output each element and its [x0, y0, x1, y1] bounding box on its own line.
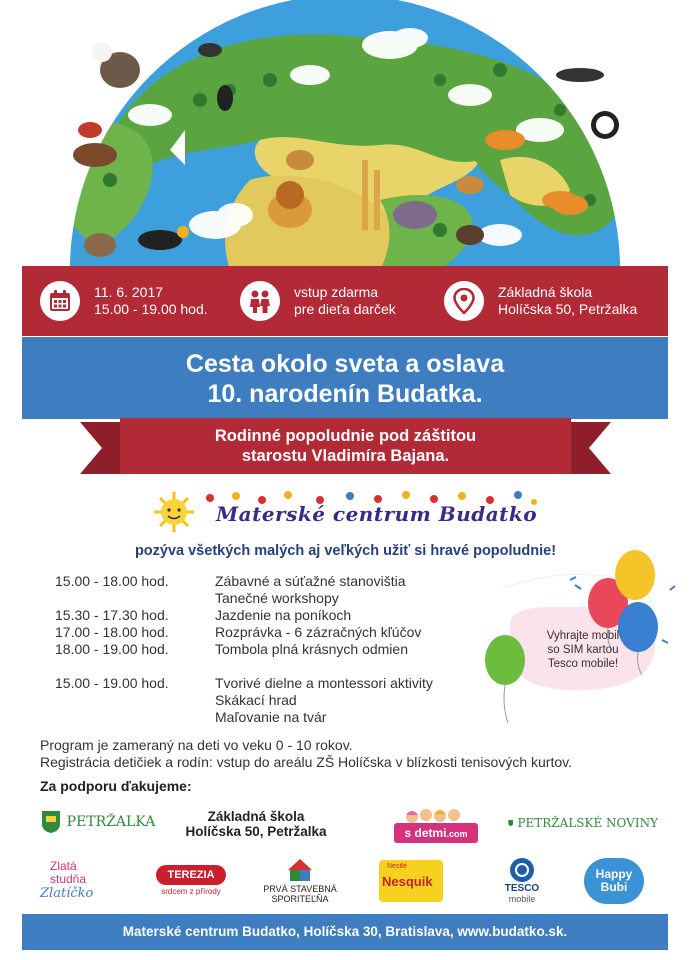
balloons-prize — [480, 545, 691, 725]
location-pin-icon — [444, 281, 484, 321]
schedule-time: 15.00 - 19.00 hod. — [55, 675, 169, 691]
school-logo-line1: Základná škola — [207, 809, 305, 824]
terezia-logo-text: TEREZIA — [167, 868, 215, 881]
program-note — [40, 737, 572, 771]
schedule-row — [55, 641, 495, 658]
petrzalka-logo-text: PETRŽALKA — [66, 814, 156, 830]
sponsor-terezia — [151, 860, 231, 900]
event-info-band — [22, 266, 668, 336]
schedule-time: 17.00 - 18.00 hod. — [55, 624, 169, 640]
footer-contact: Materské centrum Budatko, Holíčska 30, Bratislava, www.budatko.sk. — [22, 914, 668, 950]
noviny-crest-icon — [508, 813, 513, 833]
sponsor-petrzalske-noviny — [508, 806, 658, 840]
yellow-balloon-icon — [615, 550, 655, 600]
schedule-row — [55, 624, 495, 641]
happy-logo-line2: Bubi — [600, 880, 628, 894]
nesquik-logo-text: Nesquik — [382, 874, 433, 889]
date-info — [40, 266, 208, 336]
event-date: 11. 6. 2017 — [94, 284, 164, 300]
sponsor-tesco-mobile — [494, 854, 550, 906]
noviny-logo-text: PETRŽALSKÉ NOVINY — [517, 816, 658, 830]
event-time: 15.00 - 19.00 hod. — [94, 301, 208, 317]
invitation-text: pozýva všetkých malých aj veľkých užiť si hravé popoludnie! — [134, 543, 557, 559]
schedule-activity: Rozprávka - 6 zázračných kľúčov — [215, 624, 422, 640]
zlata-logo-line3: Zlatíčko — [40, 885, 94, 901]
terezia-logo-sub: srdcem z přírody — [161, 886, 221, 896]
sponsor-zlata-studna — [40, 858, 130, 902]
schedule-activity: Jazdenie na poníkoch — [215, 607, 352, 623]
main-title-band — [22, 337, 668, 419]
children-icon — [240, 281, 280, 321]
venue-name: Základná škola — [498, 284, 593, 300]
sdetmi-logo-text: s detmi — [404, 826, 447, 840]
school-logo-line2: Holíčska 50, Petržalka — [185, 824, 327, 839]
schedule-activity: Zábavné a súťažné stanovištia — [215, 573, 406, 589]
sponsor-prva-stavebna — [254, 856, 346, 906]
schedule-row — [55, 675, 495, 692]
prize-line3: Tesco mobile! — [547, 658, 619, 670]
calendar-icon — [40, 281, 80, 321]
schedule-activity: Skákací hrad — [215, 692, 297, 708]
age-note: Program je zameraný na deti vo veku 0 - 10 rokov. — [40, 737, 353, 753]
petrzalka-crest-icon — [41, 810, 61, 834]
green-balloon-icon — [485, 635, 525, 685]
venue-address: Holíčska 50, Petržalka — [498, 301, 638, 317]
schedule-row — [55, 573, 495, 590]
prize-line2: so SIM kartou — [547, 644, 619, 656]
schedule-activity: Tanečné workshopy — [215, 590, 339, 606]
logo-text: Materské centrum Budatko — [216, 502, 538, 526]
happy-logo-line1: Happy — [595, 867, 633, 881]
prize-text — [528, 629, 638, 671]
schedule-activity: Maľovanie na tvár — [215, 709, 327, 725]
schedule-activity: Tombola plná krásnych odmien — [215, 641, 408, 657]
tesco-mobile-icon — [509, 857, 535, 883]
schedule-row — [55, 692, 495, 709]
entry-info — [240, 266, 396, 336]
sdetmi-logo-suffix: .com — [446, 829, 468, 839]
zlata-logo-line2: studňa — [50, 871, 87, 886]
sponsor-sdetmi — [386, 806, 486, 846]
sponsor-petrzalka — [38, 804, 158, 840]
ribbon-line1: Rodinné popoludnie pod záštitou — [214, 427, 477, 445]
sponsor-happy-bubi — [582, 856, 646, 906]
schedule-activity: Tvorivé dielne a montessori aktivity — [215, 675, 433, 691]
prva-logo-line1: PRVÁ STAVEBNÁ — [263, 884, 337, 894]
main-title-line2: 10. narodenín Budatka. — [207, 380, 483, 408]
schedule-row — [55, 590, 495, 607]
schedule-time: 18.00 - 19.00 hod. — [55, 641, 169, 657]
schedule-time: 15.00 - 18.00 hod. — [55, 573, 169, 589]
hero-globe-illustration — [0, 0, 691, 268]
venue-info — [444, 266, 637, 336]
materske-centrum-logo — [150, 490, 550, 534]
tesco-logo-text: TESCO — [504, 882, 540, 894]
sponsor-nesquik — [378, 860, 444, 902]
sponsor-logos — [26, 796, 668, 914]
sponsors-heading: Za podporu ďakujeme: — [40, 778, 192, 794]
zlata-logo-line1: Zlatá — [50, 858, 77, 873]
schedule-row — [55, 709, 495, 726]
patronage-ribbon — [80, 418, 611, 478]
schedule-row — [55, 607, 495, 624]
nestle-logo-text: Nestlé — [387, 863, 407, 870]
entry-gift: pre dieťa darček — [294, 301, 396, 317]
main-title-line1: Cesta okolo sveta a oslava — [185, 350, 505, 378]
sun-icon — [154, 492, 194, 532]
schedule-time: 15.30 - 17.30 hod. — [55, 607, 169, 623]
tesco-logo-sub: mobile — [508, 893, 536, 904]
registration-note: Registrácia detičiek a rodín: vstup do areálu ZŠ Holíčska v blízkosti tenisových kurtov. — [40, 754, 572, 770]
sponsor-school — [176, 806, 336, 842]
prva-logo-line2: SPORITEĽŇA — [271, 894, 329, 904]
entry-free: vstup zdarma — [294, 284, 379, 300]
house-logo-icon — [287, 858, 313, 882]
ribbon-line2: starostu Vladimíra Bajana. — [241, 447, 450, 465]
program-schedule — [55, 573, 495, 726]
prize-line1: Vyhrajte mobil — [546, 630, 620, 642]
